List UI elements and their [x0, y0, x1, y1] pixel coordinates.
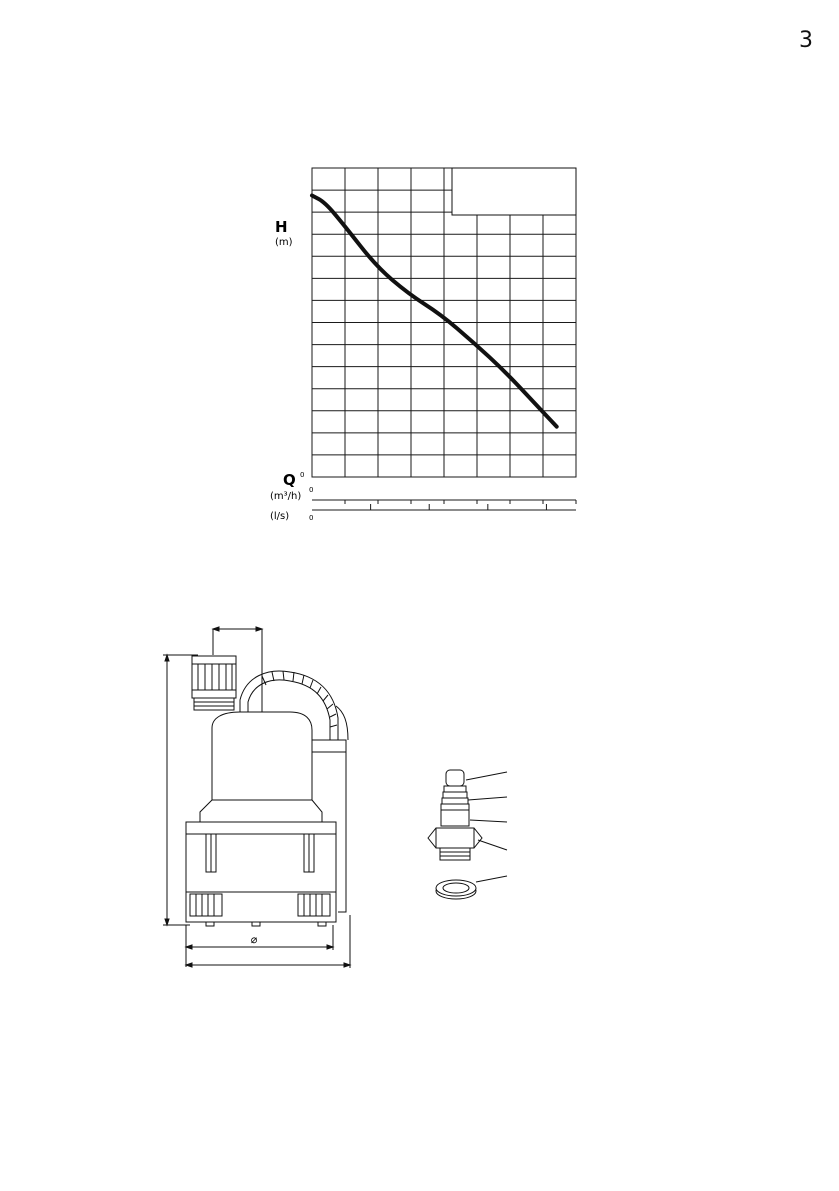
y-axis-unit: (m) [275, 237, 293, 248]
page-number: 3 [799, 28, 813, 53]
pump-dimension-drawing [0, 600, 839, 1040]
y-axis-label: H [275, 218, 288, 236]
y-origin-label: 0 [300, 471, 305, 479]
x-axis-label: Q [283, 471, 296, 489]
outlet-nut [192, 656, 236, 698]
x-origin-label-ls: 0 [309, 514, 314, 522]
foot-right [298, 894, 330, 916]
legend-box [452, 168, 576, 215]
x-axis-unit-ls: (l/s) [270, 511, 290, 522]
x-axis-unit-m3h: (m³/h) [270, 491, 302, 502]
secondary-x-axes [312, 500, 576, 510]
performance-curve [312, 195, 557, 426]
foot-left [190, 894, 222, 916]
hose-tail [446, 770, 464, 786]
diameter-symbol: ⌀ [250, 933, 258, 946]
pump-curve-chart [0, 0, 839, 560]
motor-housing [212, 712, 312, 800]
x-origin-label-m3h: 0 [309, 486, 314, 494]
